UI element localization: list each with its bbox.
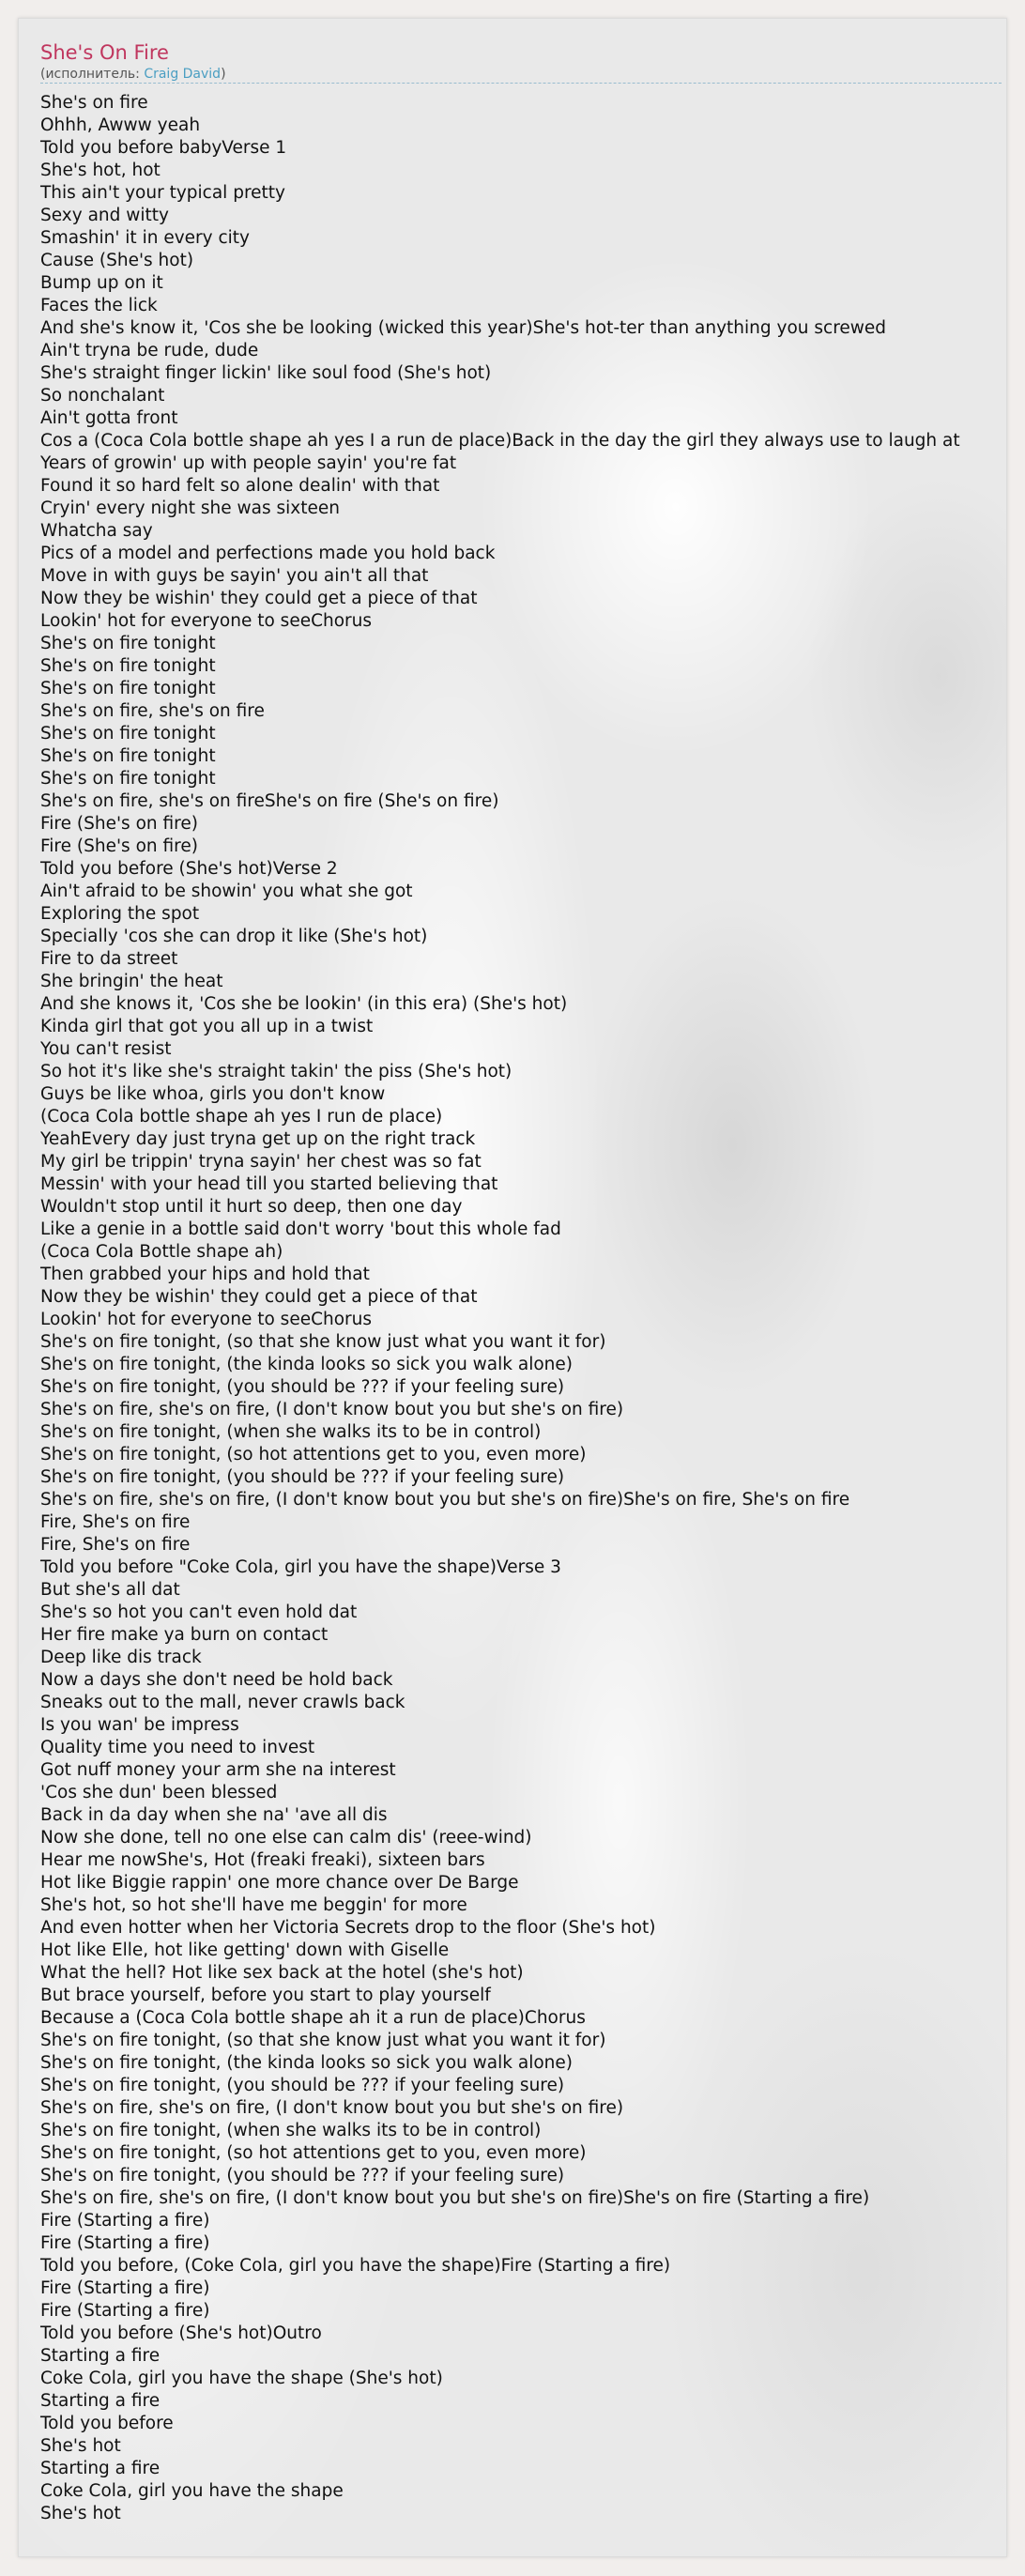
- lyric-line: Exploring the spot: [40, 904, 200, 924]
- lyric-line: Now they be wishin' they could get a piece of that: [40, 589, 478, 608]
- lyric-line: Hot like Elle, hot like getting' down with Giselle: [40, 1940, 450, 1960]
- lyric-line: Fire (She's on fire): [40, 836, 198, 856]
- lyric-line: Pics of a model and perfections made you hold back: [40, 544, 496, 563]
- lyric-line: Found it so hard felt so alone dealin' with that: [40, 476, 440, 496]
- lyric-line: Now she done, tell no one else can calm dis' (reee-wind): [40, 1828, 532, 1848]
- lyric-line: Told you before babyVerse 1: [40, 138, 287, 158]
- lyric-line: Fire, She's on fire: [40, 1512, 191, 1532]
- lyric-line: She's on fire, she's on fireShe's on fire (She's on fire): [40, 791, 499, 811]
- lyric-line: She's on fire tonight: [40, 746, 216, 766]
- artist-line: [40, 66, 226, 83]
- lyric-line: She's on fire tonight, (you should be ??? if your feeling sure): [40, 1467, 565, 1487]
- lyric-line: She's on fire, she's on fire, (I don't know bout you but she's on fire): [40, 1400, 624, 1419]
- lyric-line: She's so hot you can't even hold dat: [40, 1602, 358, 1622]
- lyric-line: And she's know it, 'Cos she be looking (wicked this year)She's hot-ter than anything you screwed: [40, 318, 887, 338]
- artist-suffix: ): [221, 67, 226, 82]
- lyric-line: Coke Cola, girl you have the shape (She's hot): [40, 2369, 443, 2388]
- lyric-line: She's on fire tonight: [40, 769, 216, 789]
- lyric-line: She's hot: [40, 2436, 121, 2456]
- lyric-line: Fire (Starting a fire): [40, 2301, 210, 2321]
- lyric-line: Wouldn't stop until it hurt so deep, then one day: [40, 1197, 463, 1217]
- artist-link[interactable]: Craig David: [144, 67, 222, 82]
- lyric-line: She's on fire, she's on fire, (I don't know bout you but she's on fire)She's on fire, She's on fire: [40, 1490, 850, 1510]
- lyric-line: Years of growin' up with people sayin' you're fat: [40, 453, 457, 473]
- lyric-line: What the hell? Hot like sex back at the hotel (she's hot): [40, 1963, 524, 1983]
- lyric-line: Fire (She's on fire): [40, 814, 198, 834]
- lyric-line: Fire (Starting a fire): [40, 2278, 210, 2298]
- lyric-line: Like a genie in a bottle said don't worry 'bout this whole fad: [40, 1219, 561, 1239]
- lyric-line: Ain't gotta front: [40, 408, 178, 428]
- lyric-line: She's on fire tonight: [40, 634, 216, 653]
- lyric-line: 'Cos she dun' been blessed: [40, 1783, 278, 1802]
- lyric-line: She's on fire: [40, 93, 148, 113]
- lyric-line: Fire (Starting a fire): [40, 2211, 210, 2231]
- lyric-line: Now a days she don't need be hold back: [40, 1670, 393, 1690]
- lyric-line: She's on fire tonight, (so hot attentions get to you, even more): [40, 1445, 587, 1464]
- lyric-line: (Coca Cola Bottle shape ah): [40, 1242, 283, 1262]
- lyric-line: Starting a fire: [40, 2391, 161, 2411]
- lyrics-text: [40, 92, 1006, 2525]
- lyric-line: She's on fire, she's on fire, (I don't know bout you but she's on fire): [40, 2098, 624, 2118]
- lyric-line: YeahEvery day just tryna get up on the right track: [40, 1129, 476, 1149]
- lyric-line: But brace yourself, before you start to play yourself: [40, 1986, 491, 2005]
- lyric-line: My girl be trippin' tryna sayin' her chest was so fat: [40, 1152, 482, 1172]
- lyric-line: She's on fire tonight, (the kinda looks so sick you walk alone): [40, 1355, 573, 1374]
- lyrics-card: [18, 18, 1007, 2557]
- lyric-line: Is you wan' be impress: [40, 1715, 239, 1735]
- lyric-line: Hot like Biggie rappin' one more chance over De Barge: [40, 1873, 519, 1893]
- lyric-line: Move in with guys be sayin' you ain't all that: [40, 566, 429, 586]
- lyric-line: Got nuff money your arm she na interest: [40, 1760, 396, 1780]
- lyric-line: You can't resist: [40, 1039, 172, 1059]
- lyric-line: She's on fire tonight: [40, 656, 216, 676]
- lyric-line: Told you before: [40, 2414, 174, 2433]
- lyric-line: Fire to da street: [40, 949, 178, 969]
- lyric-line: Ain't tryna be rude, dude: [40, 341, 259, 360]
- lyric-line: Told you before, (Coke Cola, girl you have the shape)Fire (Starting a fire): [40, 2256, 671, 2276]
- lyric-line: Fire, She's on fire: [40, 1535, 191, 1555]
- lyric-line: She's hot, hot: [40, 161, 161, 180]
- lyric-line: She's hot: [40, 2504, 121, 2523]
- lyric-line: Specially 'cos she can drop it like (She's hot): [40, 927, 428, 946]
- lyric-line: Quality time you need to invest: [40, 1738, 315, 1757]
- title-divider: [40, 83, 1002, 84]
- lyric-line: She's on fire, she's on fire: [40, 701, 265, 721]
- lyric-line: She's on fire tonight, (so that she know just what you want it for): [40, 1332, 606, 1352]
- lyric-line: Lookin' hot for everyone to seeChorus: [40, 1310, 373, 1329]
- lyric-line: Faces the lick: [40, 296, 158, 315]
- lyric-line: Messin' with your head till you started believing that: [40, 1174, 498, 1194]
- lyric-line: Cos a (Coca Cola bottle shape ah yes I a run de place)Back in the day the girl they always use to laugh at: [40, 431, 960, 451]
- lyric-line: Sexy and witty: [40, 206, 169, 225]
- lyric-line: She's hot, so hot she'll have me beggin' for more: [40, 1895, 467, 1915]
- lyric-line: Cause (She's hot): [40, 251, 194, 270]
- lyric-line: She's on fire tonight: [40, 724, 216, 744]
- lyric-line: Ohhh, Awww yeah: [40, 115, 201, 135]
- lyric-line: She's on fire tonight, (when she walks its to be in control): [40, 1422, 542, 1442]
- lyric-line: She's on fire tonight, (so hot attentions get to you, even more): [40, 2143, 587, 2163]
- lyric-line: Told you before (She's hot)Outro: [40, 2323, 322, 2343]
- lyric-line: She's straight finger lickin' like soul food (She's hot): [40, 363, 492, 383]
- song-title: She's On Fire: [40, 41, 169, 64]
- lyric-line: Coke Cola, girl you have the shape: [40, 2481, 344, 2501]
- lyric-line: Deep like dis track: [40, 1648, 202, 1667]
- lyric-line: Starting a fire: [40, 2459, 161, 2478]
- artist-prefix: (исполнитель:: [40, 67, 145, 82]
- lyric-line: She's on fire tonight, (you should be ??? if your feeling sure): [40, 1377, 565, 1397]
- lyric-line: She bringin' the heat: [40, 972, 223, 991]
- lyric-line: Kinda girl that got you all up in a twist: [40, 1017, 374, 1036]
- lyric-line: This ain't your typical pretty: [40, 183, 285, 203]
- lyric-line: She's on fire tonight: [40, 679, 216, 698]
- lyric-line: And she knows it, 'Cos she be lookin' (in this era) (She's hot): [40, 994, 568, 1014]
- lyric-line: Bump up on it: [40, 273, 163, 293]
- lyric-line: Ain't afraid to be showin' you what she got: [40, 882, 413, 901]
- lyric-line: Then grabbed your hips and hold that: [40, 1265, 370, 1284]
- lyric-line: Back in da day when she na' 'ave all dis: [40, 1805, 388, 1825]
- lyric-line: She's on fire tonight, (when she walks its to be in control): [40, 2121, 542, 2140]
- lyric-line: She's on fire tonight, (you should be ??? if your feeling sure): [40, 2166, 565, 2185]
- lyric-line: Fire (Starting a fire): [40, 2233, 210, 2253]
- lyric-line: Her fire make ya burn on contact: [40, 1625, 329, 1645]
- lyric-line: Guys be like whoa, girls you don't know: [40, 1084, 386, 1104]
- lyric-line: And even hotter when her Victoria Secrets drop to the floor (She's hot): [40, 1918, 656, 1938]
- lyric-line: Now they be wishin' they could get a piece of that: [40, 1287, 478, 1307]
- lyric-line: Because a (Coca Cola bottle shape ah it a run de place)Chorus: [40, 2008, 586, 2028]
- lyric-line: So nonchalant: [40, 386, 165, 406]
- lyric-line: Smashin' it in every city: [40, 228, 250, 248]
- lyric-line: She's on fire tonight, (you should be ??? if your feeling sure): [40, 2076, 565, 2095]
- lyric-line: So hot it's like she's straight takin' the piss (She's hot): [40, 1062, 512, 1081]
- lyric-line: She's on fire tonight, (the kinda looks so sick you walk alone): [40, 2053, 573, 2073]
- lyric-line: Told you before (She's hot)Verse 2: [40, 859, 338, 879]
- lyric-line: But she's all dat: [40, 1580, 180, 1600]
- lyric-line: Hear me nowShe's, Hot (freaki freaki), sixteen bars: [40, 1850, 485, 1870]
- lyric-line: Told you before "Coke Cola, girl you have the shape)Verse 3: [40, 1557, 561, 1577]
- lyric-line: Sneaks out to the mall, never crawls back: [40, 1693, 405, 1712]
- lyric-line: She's on fire, she's on fire, (I don't know bout you but she's on fire)She's on fire (Starting a fire): [40, 2188, 870, 2208]
- lyric-line: Whatcha say: [40, 521, 153, 541]
- lyric-line: Starting a fire: [40, 2346, 161, 2366]
- lyric-line: Cryin' every night she was sixteen: [40, 498, 340, 518]
- lyric-line: (Coca Cola bottle shape ah yes I run de place): [40, 1107, 443, 1127]
- lyric-line: Lookin' hot for everyone to seeChorus: [40, 611, 373, 631]
- lyric-line: She's on fire tonight, (so that she know just what you want it for): [40, 2031, 606, 2050]
